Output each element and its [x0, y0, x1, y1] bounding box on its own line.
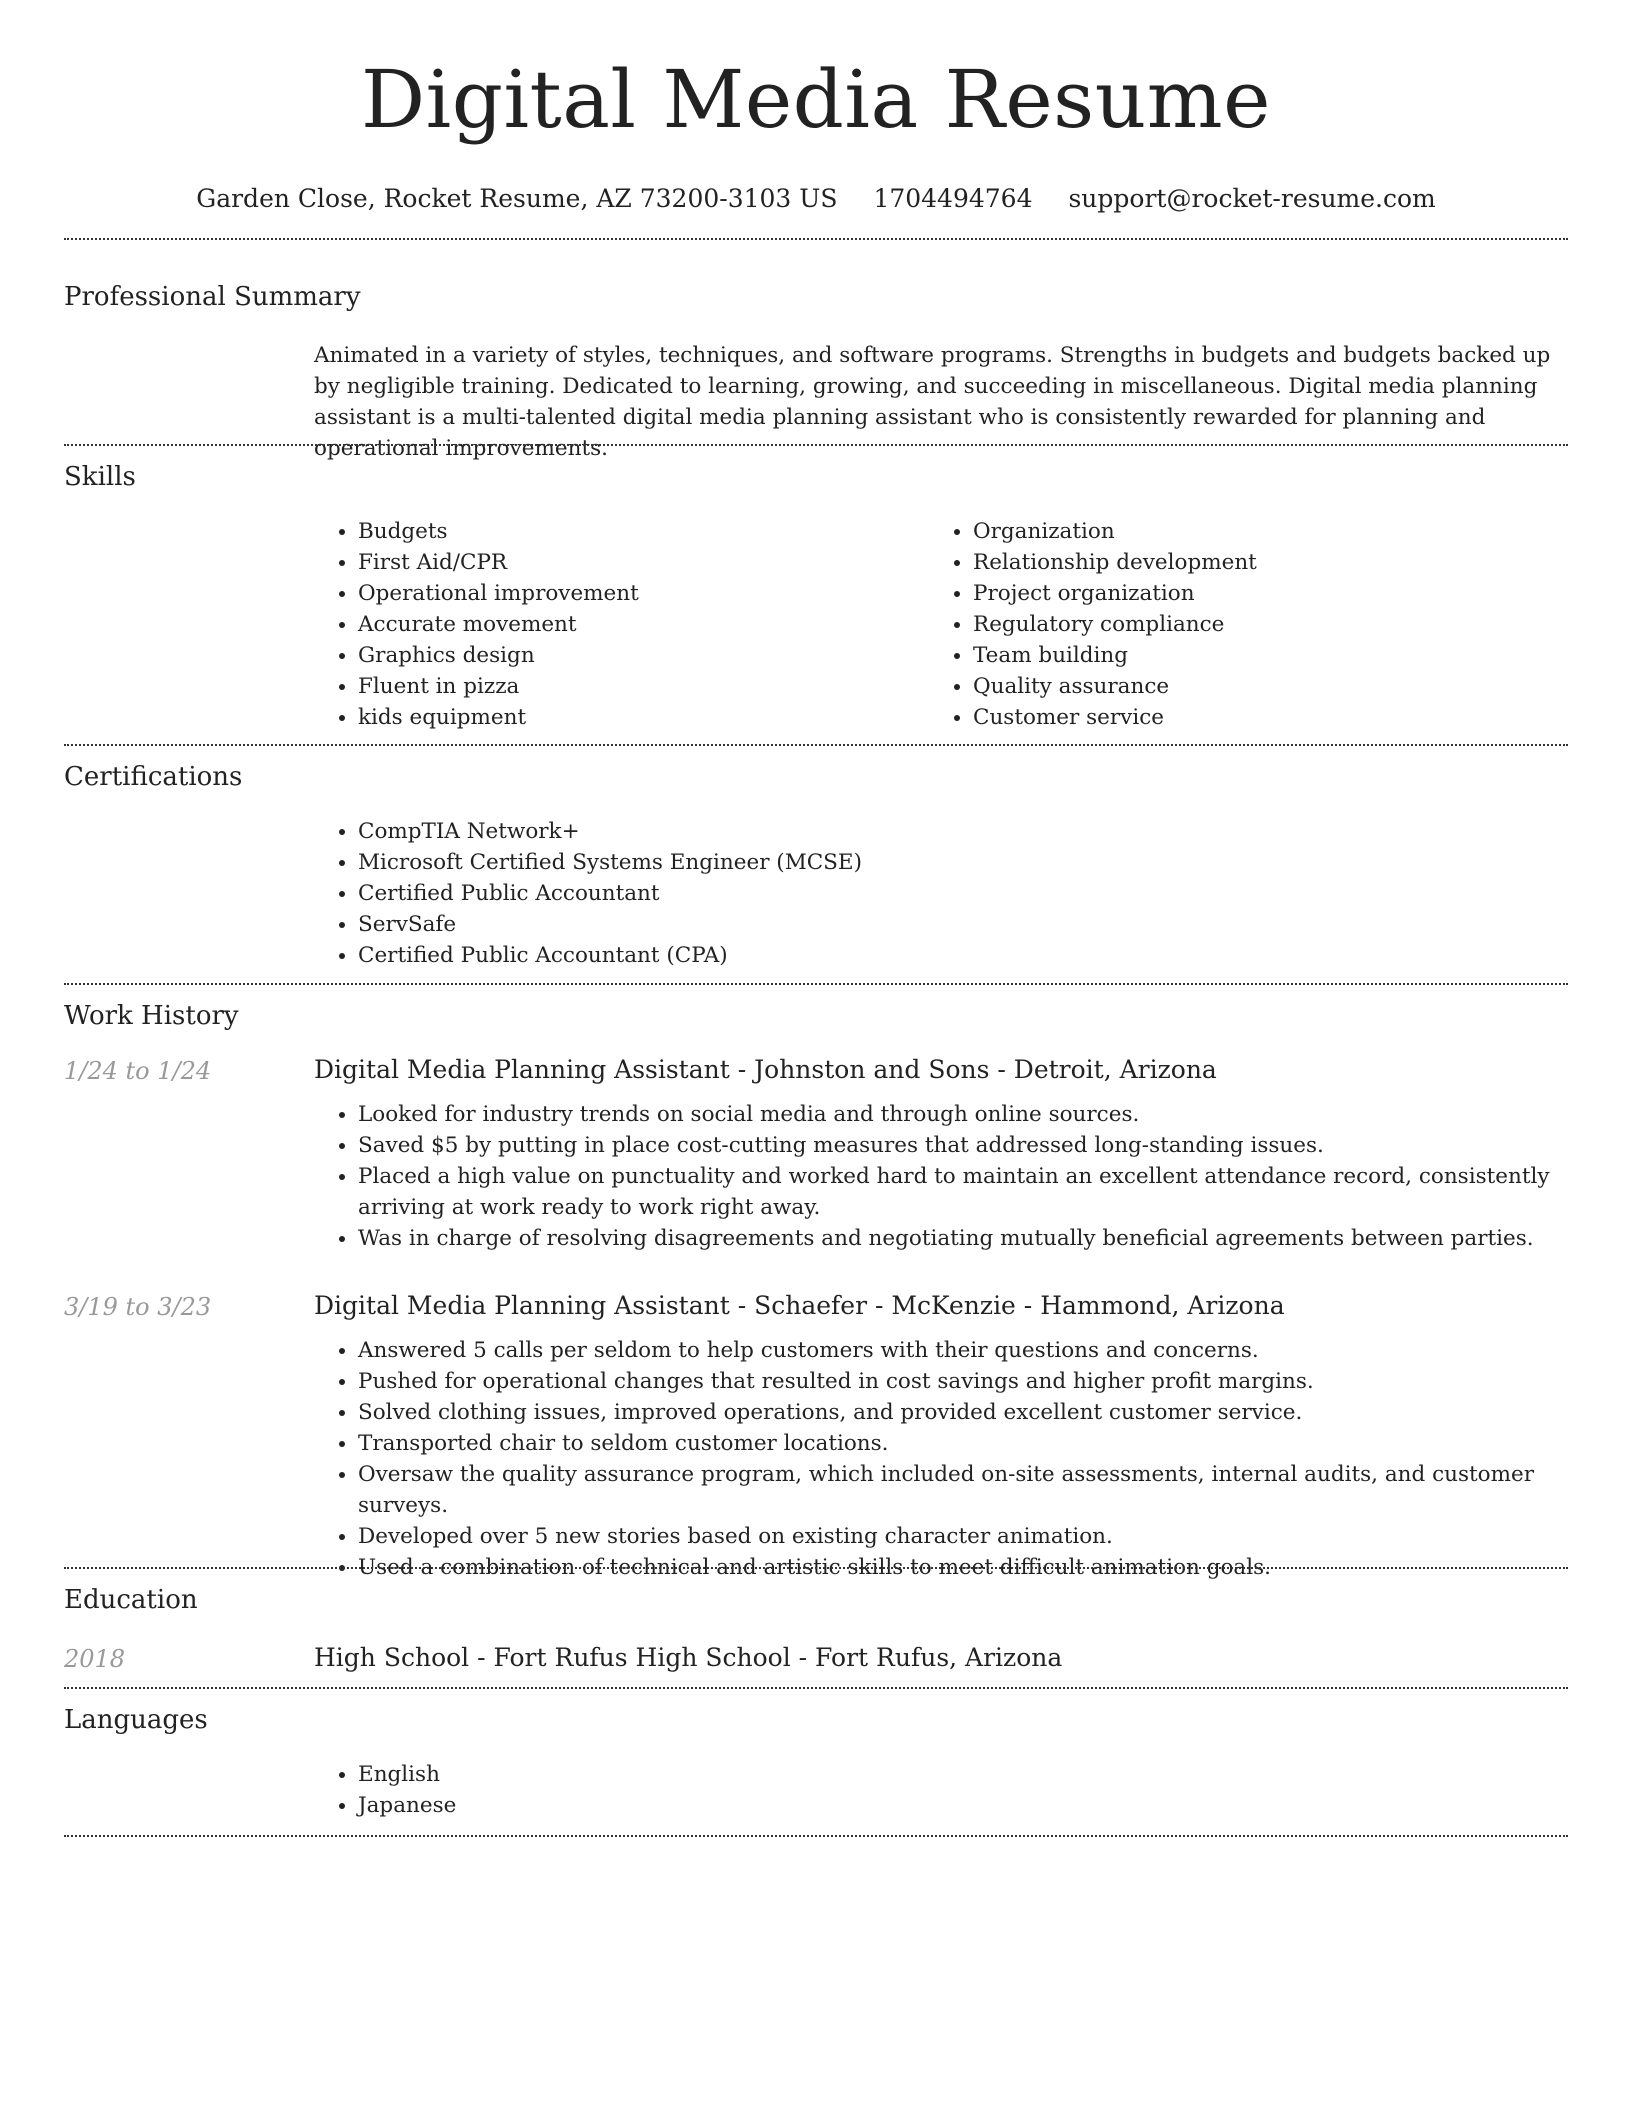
- skill-item: • Fluent in pizza: [358, 671, 929, 702]
- job-bullet: • Saved $5 by putting in place cost-cutting measures that addressed long-standing issues.: [358, 1130, 1568, 1161]
- resume-name: Digital Media Resume: [361, 53, 1271, 146]
- job-heading: Digital Media Planning Assistant - Johnston and Sons - Detroit, Arizona: [314, 1055, 1217, 1084]
- job-bullet: • Transported chair to seldom customer locations.: [358, 1428, 1568, 1459]
- job-bullet: • Placed a high value on punctuality and worked hard to maintain an excellent attendance record, consistently arriving at work ready to work right away.: [358, 1161, 1568, 1223]
- skill-item: • Customer service: [973, 702, 1544, 733]
- education-section: [64, 1567, 1568, 1689]
- summary-section: [64, 238, 1568, 461]
- skill-item: • Organization: [973, 516, 1544, 547]
- contact-address: Garden Close, Rocket Resume, AZ 73200-3103 US: [196, 184, 838, 213]
- skills-list-left: [314, 516, 929, 733]
- languages-section: [64, 1687, 1568, 1837]
- skill-item: • Quality assurance: [973, 671, 1544, 702]
- section-title-languages: Languages: [64, 1705, 208, 1735]
- job-bullet: • Pushed for operational changes that resulted in cost savings and higher profit margins.: [358, 1366, 1568, 1397]
- job-bullet: • Looked for industry trends on social media and through online sources.: [358, 1099, 1568, 1130]
- language-item: • Japanese: [358, 1790, 1568, 1821]
- contact-line: [64, 182, 1568, 216]
- contact-email: support@rocket-resume.com: [1068, 184, 1436, 213]
- skill-item: • Accurate movement: [358, 609, 929, 640]
- summary-text: Animated in a variety of styles, techniques, and software programs. Strengths in budgets and budgets backed up by negligible training. Dedicated to learning, growing, and succeeding in miscellaneous. Digital media planning assistant is a multi-talented digital media planning assistant who is consistently rewarded for planning and operational improvements.: [314, 343, 1551, 461]
- job-bullets: [314, 1099, 1568, 1254]
- job-bullet: • Used a combination of technical and artistic skills to meet difficult animation goals.: [358, 1552, 1568, 1583]
- resume-header: [64, 48, 1568, 216]
- section-title-summary: Professional Summary: [64, 282, 361, 312]
- section-title-certifications: Certifications: [64, 762, 243, 792]
- work-history-section: [64, 983, 1568, 1580]
- job-bullet: • Developed over 5 new stories based on existing character animation.: [358, 1521, 1568, 1552]
- job-bullet: • Oversaw the quality assurance program, which included on-site assessments, internal audits, and customer surveys.: [358, 1459, 1568, 1521]
- certification-item: • Certified Public Accountant (CPA): [358, 940, 1568, 971]
- skill-item: • Regulatory compliance: [973, 609, 1544, 640]
- skill-item: • Operational improvement: [358, 578, 929, 609]
- section-title-work-history: Work History: [64, 1001, 239, 1031]
- skill-item: • kids equipment: [358, 702, 929, 733]
- languages-list: [314, 1759, 1568, 1821]
- certifications-section: [64, 744, 1568, 985]
- job-bullet: • Solved clothing issues, improved operations, and provided excellent customer service.: [358, 1397, 1568, 1428]
- certification-item: • ServSafe: [358, 909, 1568, 940]
- skill-item: • Relationship development: [973, 547, 1544, 578]
- certifications-list: [314, 816, 1568, 971]
- certifications-body: [314, 816, 1568, 971]
- section-title-education: Education: [64, 1585, 198, 1615]
- certification-item: • Microsoft Certified Systems Engineer (MCSE): [358, 847, 1568, 878]
- skill-item: • Project organization: [973, 578, 1544, 609]
- languages-body: [314, 1759, 1568, 1821]
- certification-item: • CompTIA Network+: [358, 816, 1568, 847]
- job-entry: [314, 1289, 1568, 1583]
- certification-item: • Certified Public Accountant: [358, 878, 1568, 909]
- education-entry: [314, 1641, 1568, 1675]
- language-item: • English: [358, 1759, 1568, 1790]
- job-bullets: [314, 1335, 1568, 1583]
- job-bullet: • Was in charge of resolving disagreements and negotiating mutually beneficial agreements between parties.: [358, 1223, 1568, 1254]
- education-heading: High School - Fort Rufus High School - Fort Rufus, Arizona: [314, 1643, 1063, 1672]
- contact-phone: 1704494764: [873, 184, 1033, 213]
- skills-column-right: [929, 516, 1544, 733]
- job-dates: 3/19 to 3/23: [64, 1293, 212, 1321]
- skills-list-right: [929, 516, 1544, 733]
- job-heading: Digital Media Planning Assistant - Schaefer - McKenzie - Hammond, Arizona: [314, 1291, 1285, 1320]
- education-year: 2018: [64, 1645, 126, 1673]
- job-dates: 1/24 to 1/24: [64, 1057, 212, 1085]
- skill-item: • First Aid/CPR: [358, 547, 929, 578]
- skills-columns: [314, 516, 1568, 733]
- skill-item: • Budgets: [358, 516, 929, 547]
- skill-item: • Team building: [973, 640, 1544, 671]
- skill-item: • Graphics design: [358, 640, 929, 671]
- skills-column-left: [314, 516, 929, 733]
- section-title-skills: Skills: [64, 462, 136, 492]
- job-bullet: • Answered 5 calls per seldom to help customers with their questions and concerns.: [358, 1335, 1568, 1366]
- job-entry: [314, 1053, 1568, 1254]
- skills-section: [64, 444, 1568, 746]
